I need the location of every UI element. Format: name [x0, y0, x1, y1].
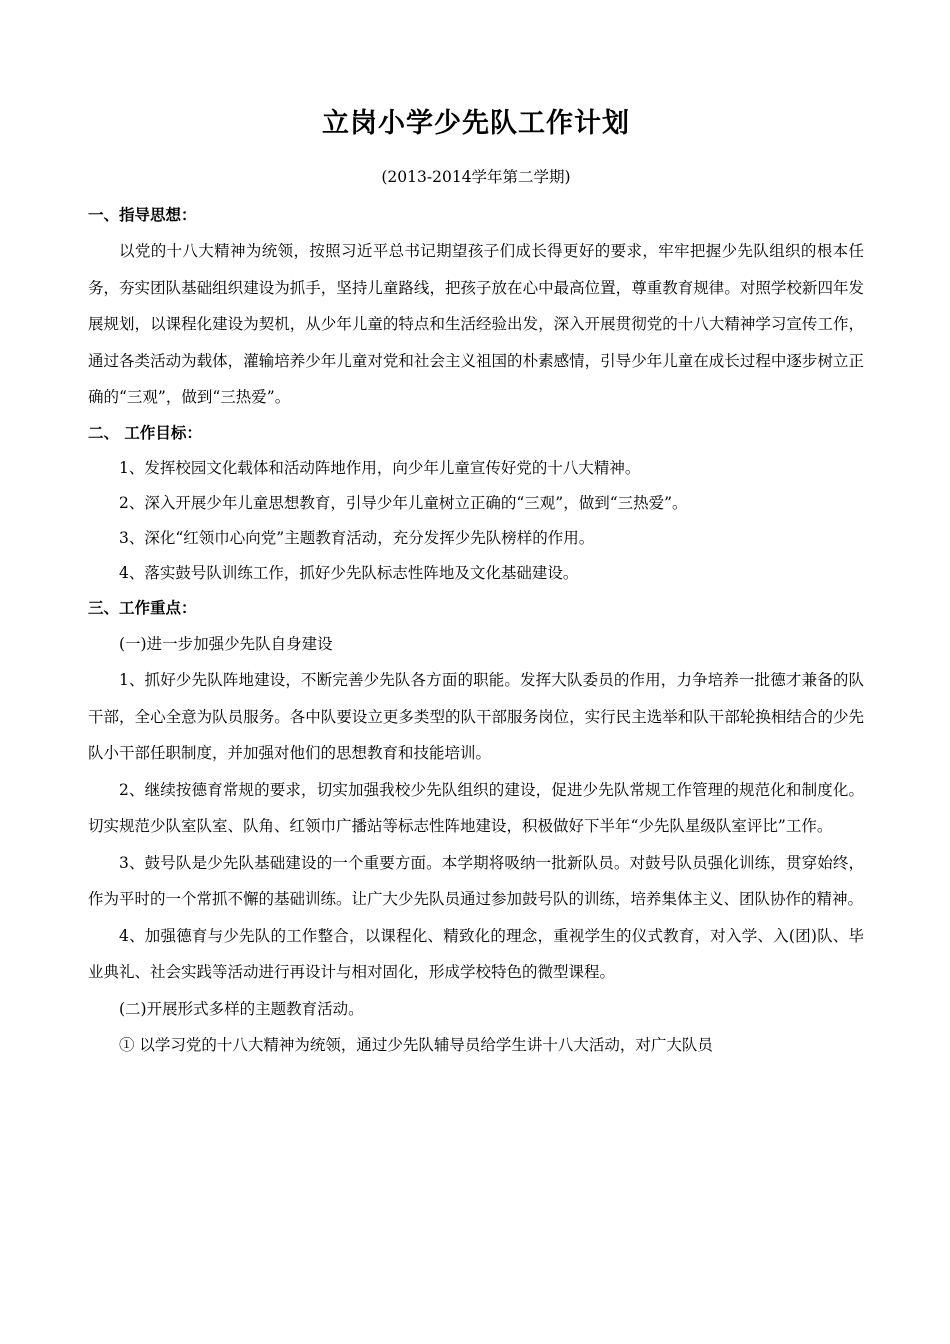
paragraph: 以党的十八大精神为统领，按照习近平总书记期望孩子们成长得更好的要求，牢牢把握少先队组织的根本任务，夯实团队基础组织建设为抓手，坚持儿童路线，把孩子放在心中最高位置，尊重教育规律。对照学校新四年发展规划，以课程化建设为契机，从少年儿童的特点和生活经验出发，深入开展贯彻党的十八大精神学习宣传工作，通过各类活动为载体，灌输培养少年儿童对党和社会主义祖国的朴素感情，引导少年儿童在成长过程中逐步树立正确的“三观”，做到“三热爱”。	[88, 242, 864, 406]
section-heading-guiding-ideology: 一、指导思想：	[88, 206, 197, 224]
paragraph: 4、落实鼓号队训练工作，抓好少先队标志性阵地及文化基础建设。	[119, 563, 579, 582]
section-heading-work-focus: 三、工作重点：	[88, 598, 197, 617]
paragraph: 3、深化“红领巾心向党”主题教育活动，充分发挥少先队榜样的作用。	[119, 528, 595, 547]
paragraph: 4、加强德育与少先队的工作整合，以课程化、精致化的理念，重视学生的仪式教育，对入学、入(团)队、毕业典礼、社会实践等活动进行再设计与相对固化，形成学校特色的微型课程。	[88, 926, 864, 981]
paragraph: 3、鼓号队是少先队基础建设的一个重要方面。本学期将吸纳一批新队员。对鼓号队员强化训练，贯穿始终，作为平时的一个常抓不懈的基础训练。让广大少先队员通过参加鼓号队的训练，培养集体主义、团队协作的精神。	[88, 853, 864, 908]
subsection-heading: (一)进一步加强少先队自身建设	[119, 634, 333, 653]
paragraph: 2、继续按德育常规的要求，切实加强我校少先队组织的建设，促进少先队常规工作管理的规范化和制度化。切实规范少队室队室、队角、红领巾广播站等标志性阵地建设，积极做好下半年“少先队星级队室评比”工作。	[88, 780, 864, 835]
document-title: 立岗小学少先队工作计划	[322, 108, 630, 139]
document-page	[88, 104, 864, 1064]
section-heading-work-goals: 二、 工作目标：	[88, 423, 202, 442]
paragraph: 1、抓好少先队阵地建设，不断完善少先队各方面的职能。发挥大队委员的作用，力争培养一批德才兼备的队干部，全心全意为队员服务。各中队要设立更多类型的队干部服务岗位，实行民主选举和队干部轮换相结合的少先队小干部任职制度，并加强对他们的思想教育和技能培训。	[88, 671, 864, 762]
paragraph: 1、发挥校园文化载体和活动阵地作用，向少年儿童宣传好党的十八大精神。	[119, 458, 641, 477]
document-subtitle: (2013-2014学年第二学期)	[381, 168, 571, 186]
paragraph: ① 以学习党的十八大精神为统领，通过少先队辅导员给学生讲十八大活动，对广大队员	[119, 1036, 713, 1054]
paragraph: 2、深入开展少年儿童思想教育，引导少年儿童树立正确的“三观”，做到“三热爱”。	[119, 493, 688, 512]
subsection-heading: (二)开展形式多样的主题教育活动。	[119, 999, 364, 1018]
